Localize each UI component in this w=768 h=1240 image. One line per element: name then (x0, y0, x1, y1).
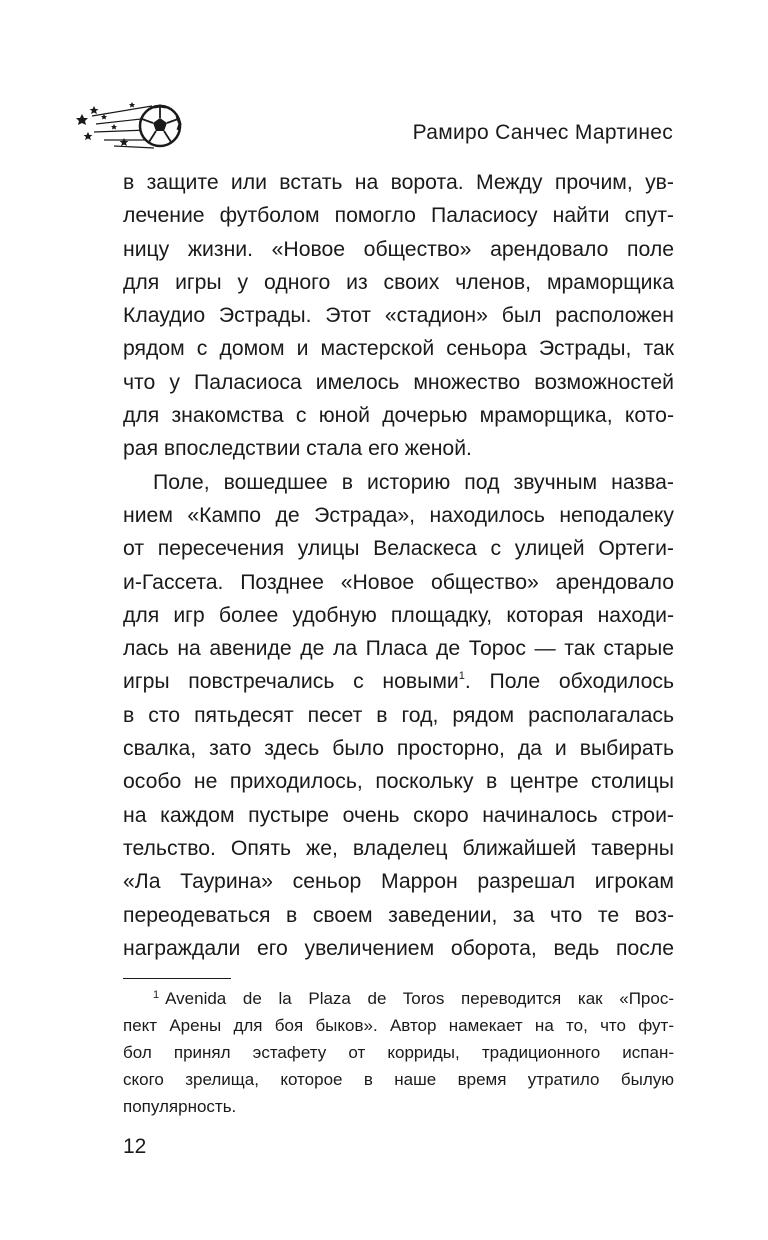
running-head: Рамиро Санчес Мартинес (412, 121, 673, 144)
text-line: для игры у одного из своих членов, мраморщика (123, 270, 674, 294)
text-line: в защите или встать на ворота. Между прочим, ув- (123, 171, 674, 194)
text-line: лась на авениде де ла Пласа де Торос — так старые (123, 637, 674, 661)
text-line: Клаудио Эстрады. Этот «стадион» был расположен (123, 304, 674, 328)
text-line: в сто пятьдесят песет в год, рядом располагалась (123, 703, 674, 727)
text-fragment: игры повстречались с новыми (123, 670, 459, 694)
text-line: лечение футболом помогло Паласиосу найти спут- (123, 204, 674, 228)
text-line: для игр более удобную площадку, которая находи- (123, 603, 674, 627)
footnote-reference[interactable]: 1 (458, 670, 465, 683)
text-line: переодеваться в своем заведении, за что те воз- (123, 903, 674, 927)
footnote-line: бол принял эстафету от корриды, традиционного испан- (123, 1043, 674, 1062)
text-line: «Ла Таурина» сеньор Маррон разрешал игрокам (123, 870, 674, 894)
text-line: награждали его увеличением оборота, ведь после (123, 936, 674, 960)
text-line: ницу жизни. «Новое общество» арендовало поле (123, 237, 674, 261)
footnote-line (123, 985, 674, 1012)
body-text (123, 166, 674, 965)
footnote (123, 985, 674, 1120)
footnote-line: популярность. (123, 1097, 237, 1116)
text-line: от пересечения улицы Веласкеса с улицей Ортеги- (123, 537, 674, 561)
footnote-marker: 1 (153, 989, 160, 1001)
text-line: Поле, вошедшее в историю под звучным назва- (153, 470, 674, 494)
footnote-line: ского зрелища, которое в наше время утратило былую (123, 1070, 674, 1089)
text-line: и-Гассета. Позднее «Новое общество» арендовало (123, 570, 674, 594)
text-line: на каждом пустыре очень скоро начиналось строи- (123, 803, 674, 827)
text-line: особо не приходилось, поскольку в центре столицы (123, 770, 674, 794)
footnote-divider (123, 978, 231, 979)
text-line-with-footnote (123, 665, 674, 698)
text-line: свалка, зато здесь было просторно, да и выбирать (123, 737, 674, 761)
text-line: нием «Кампо де Эстрада», находилось неподалеку (123, 503, 674, 527)
text-line: рая впоследствии стала его женой. (123, 437, 472, 461)
soccer-ball-shooting-star-icon (74, 96, 184, 154)
text-line: рядом с домом и мастерской сеньора Эстрады, так (123, 337, 674, 361)
footnote-line: пект Арены для боя быков». Автор намекает на то, что фут- (123, 1016, 674, 1035)
page-number: 12 (123, 1135, 147, 1158)
text-line: для знакомства с юной дочерью мраморщика, кото- (123, 404, 674, 428)
footnote-text: Avenida de la Plaza de Toros переводится как «Прос- (165, 989, 674, 1008)
text-fragment: . Поле обходилось (464, 670, 674, 694)
text-line: что у Паласиоса имелось множество возможностей (123, 370, 674, 394)
text-line: тельство. Опять же, владелец ближайшей таверны (123, 836, 674, 860)
